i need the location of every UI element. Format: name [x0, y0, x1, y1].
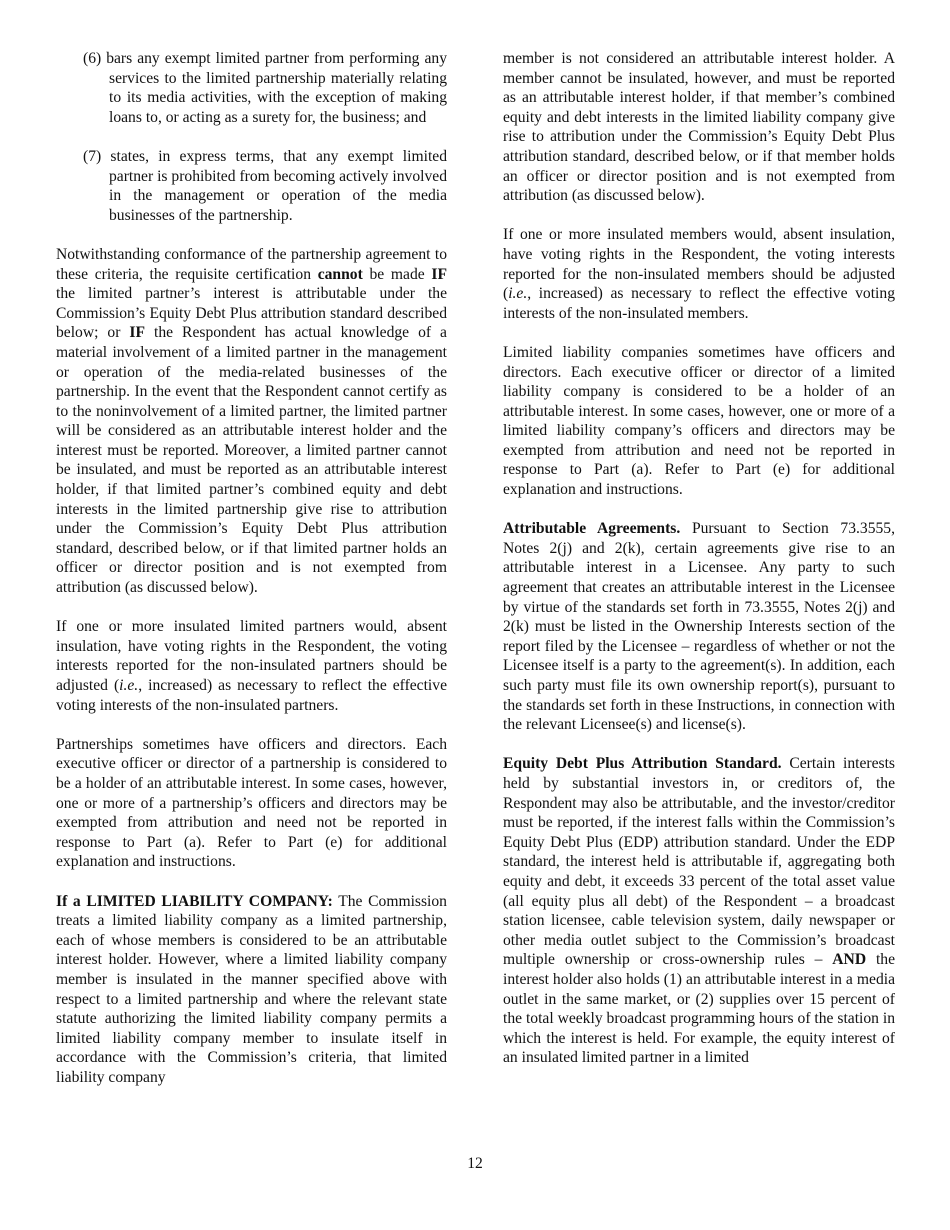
- llc-heading: If a LIMITED LIABILITY COMPANY:: [56, 892, 333, 910]
- list-item-6: [83, 49, 447, 127]
- partnership-officers-paragraph: Partnerships sometimes have officers and directors. Each executive officer or director of a partnership is considered to be a holder of an attributable interest. In some cases, however, one or more of a partnership’s officers and directors may be exempted from attribution and need not be reported in response to Part (a). Refer to Part (e) for additional explanation and instructions.: [56, 735, 447, 871]
- insulated-members-paragraph: If one or more insulated members would, absent insulation, have voting rights in the Respondent, the voting interests reported for the non-insulated members should be adjusted (i.e., increased) as necessary to reflect the effective voting interests of the non-insulated members.: [503, 226, 895, 322]
- list-item-7: [83, 147, 447, 225]
- right-column: [503, 49, 895, 1068]
- emphasis-if: IF: [129, 324, 146, 342]
- left-column: [56, 49, 447, 1087]
- item-text: bars any exempt limited partner from performing any services to the limited partnership materially relating to its media activities, with the exception of making loans to, or acting as a surety for, the business; and: [106, 50, 447, 126]
- emphasis-if: IF: [431, 265, 448, 283]
- certification-paragraph: Notwithstanding conformance of the partnership agreement to these criteria, the requisite certification cannot be made IF the limited partner’s interest is attributable under the Commission’s Equity Debt Plus attribution standard described below; or IF the Respondent has actual knowledge of a material involvement of a limited partner in the management or operation of the media-related businesses of the partnership. In the event that the Respondent cannot certify as to the noninvolvement of a limited partner, the limited partner will be considered as an attributable interest holder and the interest must be reported. Moreover, a limited partner cannot be insulated, and must be reported as an attributable interest holder, if that limited partner’s combined equity and debt interests in the limited partnership give rise to attribution under the Commission’s Equity Debt Plus attribution standard, described below, or if that limited partner holds an officer or director position and is not exempted from attribution (as discussed below).: [56, 245, 448, 597]
- item-number: (6): [83, 50, 102, 67]
- edp-heading: Equity Debt Plus Attribution Standard.: [503, 755, 782, 773]
- emphasis-cannot: cannot: [317, 265, 363, 283]
- attributable-agreements-heading: Attributable Agreements.: [503, 520, 681, 538]
- insulated-partners-paragraph: If one or more insulated limited partners would, absent insulation, have voting rights in the Respondent, the voting interests reported for the non-insulated partners should be adjusted (i.e., increased) as necessary to reflect the effective voting interests of the non-insulated partners.: [56, 618, 447, 714]
- page-number: 12: [467, 1155, 483, 1172]
- item-number: (7): [83, 147, 102, 165]
- item-text: states, in express terms, that any exempt limited partner is prohibited from becoming actively involved in the management or operation of the media businesses of the partnership.: [109, 147, 447, 224]
- llc-paragraph: If a LIMITED LIABILITY COMPANY: The Commission treats a limited liability company as a limited partnership, each of whose members is considered to be an attributable interest holder. However, where a limited liability company member is insulated in the manner specified above with respect to a limited partnership and where the relevant state statute authorizing the limited liability company permits a limited liability company member to insulate itself in accordance with the Commission’s criteria, that limited liability company: [56, 892, 447, 1086]
- llc-officers-paragraph: Limited liability companies sometimes have officers and directors. Each executive officer or director of a limited liability company is considered to be a holder of an attributable interest. In some cases, however, one or more of a limited liability company’s officers and directors may be exempted from attribution and need not be reported in response to Part (a). Refer to Part (e) for additional explanation and instructions.: [503, 343, 895, 499]
- edp-standard-paragraph: Equity Debt Plus Attribution Standard. Certain interests held by substantial investors in, or creditors of, the Respondent may also be attributable, and the investor/creditor must be reported, if the interest falls within the Commission’s Equity Debt Plus (EDP) attribution standard. Under the EDP standard, the interest held is attributable if, aggregating both equity and debt, it exceeds 33 percent of the total asset value (all equity plus all debt) of the Respondent – a broadcast station licensee, cable television system, daily newspaper or other media outlet subject to the Commission’s broadcast multiple ownership or cross-ownership rules – AND the interest holder also holds (1) an attributable interest in a media outlet in the same market, or (2) supplies over 15 percent of the total weekly broadcast programming hours of the station in which the interest is held. For example, the equity interest of an insulated limited partner in a limited: [503, 755, 895, 1067]
- attributable-agreements-paragraph: Attributable Agreements. Pursuant to Section 73.3555, Notes 2(j) and 2(k), certain agreements give rise to an attributable interest in a Licensee. Any party to such agreement that creates an attributable interest in the Licensee by virtue of the standards set forth in 73.3555, Notes 2(j) and 2(k) must be listed in the Ownership Interests section of the report filed by the Licensee – regardless of whether or not the Licensee itself is a party to the agreement(s). In addition, each such party must file its own ownership report(s), pursuant to the standards set forth in these Instructions, in connection with the relevant Licensee(s) and license(s).: [503, 520, 895, 734]
- emphasis-and: AND: [832, 951, 867, 969]
- llc-member-paragraph: member is not considered an attributable interest holder. A member cannot be insulated, however, and must be reported as an attributable interest holder, if that member’s combined equity and debt interests in the limited liability company give rise to attribution under the Commission’s Equity Debt Plus attribution standard, described below, or if that member holds an officer or director position and is not exempted from attribution (as discussed below).: [503, 50, 895, 205]
